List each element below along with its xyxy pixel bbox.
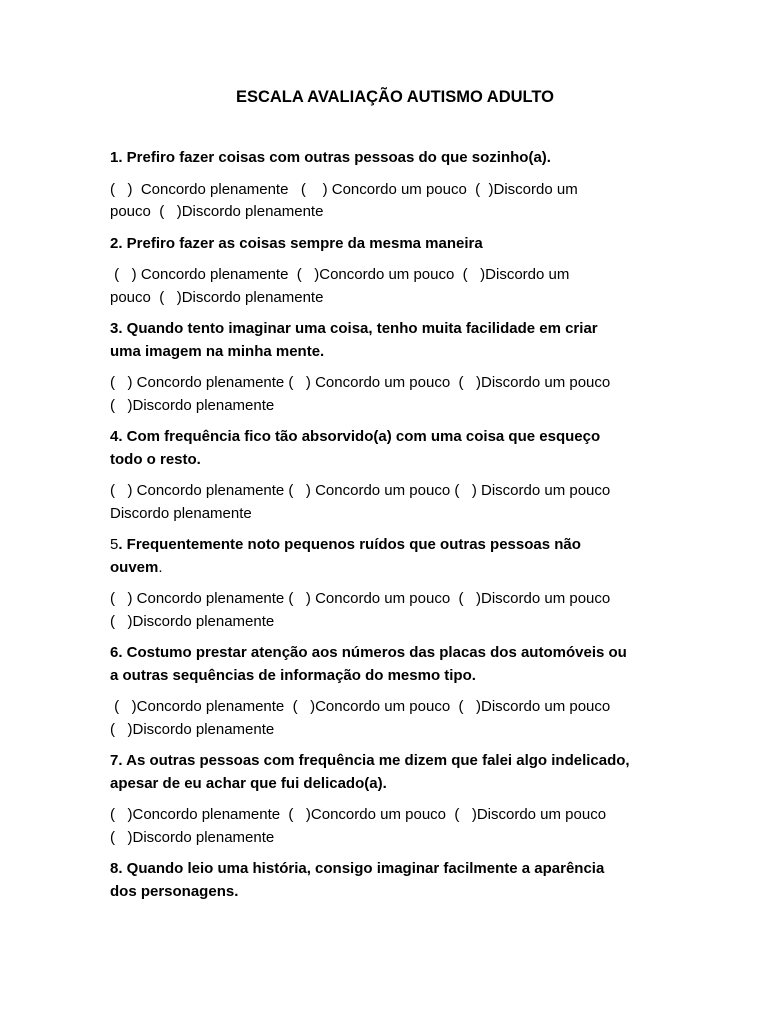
question-3 (110, 318, 670, 363)
answer-options-6 (110, 696, 670, 741)
question-4 (110, 426, 670, 471)
answer-line-6a: ( )Concordo plenamente ( )Concordo um pouco ( )Discordo um pouco (110, 698, 611, 715)
question-line-3b: uma imagem na minha mente. (110, 342, 325, 360)
answer-line-3a: ( ) Concordo plenamente ( ) Concordo um pouco ( )Discordo um pouco (110, 374, 611, 391)
question-2: 2. Prefiro fazer as coisas sempre da mesma maneira (110, 234, 483, 252)
question-line-3a: 3. Quando tento imaginar uma coisa, tenho muita facilidade em criar (110, 320, 598, 337)
question-line-4a: 4. Com frequência fico tão absorvido(a) com uma coisa que esqueço (110, 428, 601, 445)
answer-options-1 (110, 179, 670, 224)
document-page (110, 88, 670, 903)
answer-options-5 (110, 588, 670, 633)
question-line-6a: 6. Costumo prestar atenção aos números das placas dos automóveis ou (110, 644, 627, 661)
answer-line-1a: ( ) Concordo plenamente ( ) Concordo um pouco ( )Discordo um (110, 180, 578, 198)
question-number-5: 5 (110, 536, 119, 553)
answer-line-6b: ( )Discordo plenamente (110, 720, 275, 738)
question-block-8 (110, 858, 670, 903)
question-block-3 (110, 318, 670, 417)
question-7 (110, 750, 670, 795)
answer-line-7b: ( )Discordo plenamente (110, 828, 275, 846)
question-line-7a: 7. As outras pessoas com frequência me dizem que falei algo indelicado, (110, 752, 630, 769)
answer-options-7 (110, 804, 670, 849)
question-8 (110, 858, 670, 903)
answer-line-5a: ( ) Concordo plenamente ( ) Concordo um pouco ( )Discordo um pouco (110, 590, 611, 607)
answer-options-4 (110, 480, 670, 525)
question-line-8a: 8. Quando leio uma história, consigo imaginar facilmente a aparência (110, 860, 605, 877)
answer-line-2a: ( ) Concordo plenamente ( )Concordo um pouco ( )Discordo um (110, 266, 570, 283)
question-block-2 (110, 233, 670, 310)
answer-line-2b: pouco ( )Discordo plenamente (110, 288, 324, 306)
answer-options-3 (110, 372, 670, 417)
answer-line-4b: Discordo plenamente (110, 504, 252, 522)
question-block-7 (110, 750, 670, 849)
question-line-7b: apesar de eu achar que fui delicado(a). (110, 774, 387, 792)
question-line-8b: dos personagens. (110, 882, 239, 900)
question-line-5b: ouvem (110, 558, 159, 576)
question-block-5 (110, 534, 670, 633)
question-5 (110, 534, 670, 579)
question-6 (110, 642, 670, 687)
question-line-5b-end: . (158, 558, 163, 576)
question-line-4b: todo o resto. (110, 450, 201, 468)
answer-line-7a: ( )Concordo plenamente ( )Concordo um pouco ( )Discordo um pouco (110, 806, 607, 823)
document-title: ESCALA AVALIAÇÃO AUTISMO ADULTO (235, 88, 555, 106)
question-line-5a: . Frequentemente noto pequenos ruídos que outras pessoas não (118, 536, 581, 553)
question-block-1 (110, 147, 670, 224)
answer-line-1b: pouco ( )Discordo plenamente (110, 203, 324, 220)
answer-line-4a: ( ) Concordo plenamente ( ) Concordo um pouco ( ) Discordo um pouco (110, 482, 611, 499)
answer-line-5b: ( )Discordo plenamente (110, 612, 275, 630)
question-1: 1. Prefiro fazer coisas com outras pessoas do que sozinho(a). (110, 149, 551, 166)
question-block-4 (110, 426, 670, 525)
question-line-6b: a outras sequências de informação do mesmo tipo. (110, 666, 476, 684)
question-block-6 (110, 642, 670, 741)
answer-options-2 (110, 264, 670, 309)
answer-line-3b: ( )Discordo plenamente (110, 396, 275, 414)
